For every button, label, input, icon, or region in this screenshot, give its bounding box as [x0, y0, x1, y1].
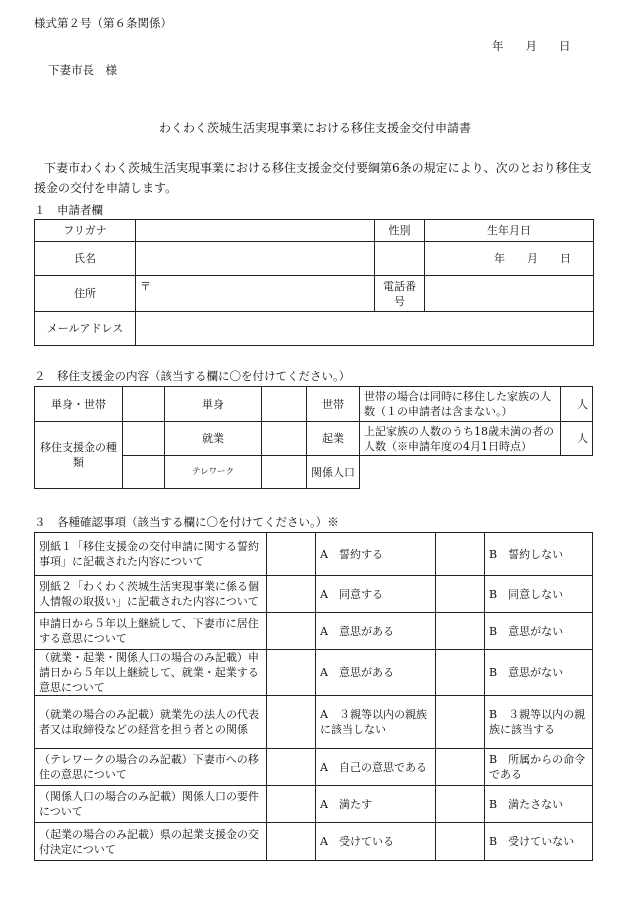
household-count-field[interactable]	[561, 387, 593, 422]
minors-count-note: 上記家族の人数のうち18歳未満の者の人数（※申請年度の4月1日時点）	[360, 422, 561, 456]
applicant-table	[34, 219, 594, 346]
gender-field[interactable]	[375, 242, 425, 276]
intro-paragraph: 下妻市わくわく茨城生活実現事業における移住支援金交付要綱第6条の規定により、次のとおり移住支援金の交付を申請します。	[34, 161, 592, 195]
date-line	[492, 38, 571, 54]
household-mark-cell[interactable]	[262, 387, 307, 422]
section2-heading: ２ 移住支援金の内容（該当する欄に〇を付けてください。）	[34, 369, 351, 383]
household-label: 世帯	[307, 387, 360, 422]
relation-pop-label: 関係人口	[307, 456, 360, 489]
confirmation-row	[35, 786, 593, 823]
option-b-mark-cell[interactable]	[436, 650, 485, 696]
confirmation-question: （就業の場合のみ記載）就業先の法人の代表者又は取締役などの経営を担う者との関係	[35, 696, 267, 749]
address-field[interactable]	[136, 276, 375, 312]
option-a-mark-cell[interactable]	[267, 533, 316, 576]
confirmation-question: （就業・起業・関係人口の場合のみ記載）申請日から５年以上継続して、就業・起業する意思について	[35, 650, 267, 696]
telework-label: テレワーク	[165, 456, 262, 489]
option-b-mark-cell[interactable]	[436, 696, 485, 749]
employment-mark-cell[interactable]	[123, 422, 165, 456]
gender-label: 性別	[375, 220, 425, 242]
startup-mark-cell[interactable]	[262, 422, 307, 456]
year-label: 年	[492, 39, 504, 53]
option-a-mark-cell[interactable]	[267, 650, 316, 696]
form-number: 様式第２号（第６条関係）	[34, 16, 172, 30]
confirmation-question: 別紙１「移住支援金の交付申請に関する誓約事項」に記載された内容について	[35, 533, 267, 576]
option-b-label: B 意思がない	[485, 650, 593, 696]
option-a-mark-cell[interactable]	[267, 823, 316, 861]
option-a-label: A 意思がある	[316, 613, 436, 650]
option-b-label: B 所属からの命令である	[485, 749, 593, 786]
confirmation-row	[35, 696, 593, 749]
birth-label: 生年月日	[425, 220, 594, 242]
blank-cell	[360, 456, 561, 489]
confirmation-row	[35, 749, 593, 786]
option-a-mark-cell[interactable]	[267, 696, 316, 749]
name-field[interactable]	[136, 242, 375, 276]
option-a-label: A 自己の意思である	[316, 749, 436, 786]
startup-label: 起業	[307, 422, 360, 456]
option-a-label: A 誓約する	[316, 533, 436, 576]
confirmation-question: （関係人口の場合のみ記載）関係人口の要件について	[35, 786, 267, 823]
address-label: 住所	[35, 276, 136, 312]
option-a-mark-cell[interactable]	[267, 749, 316, 786]
option-b-mark-cell[interactable]	[436, 823, 485, 861]
name-label: 氏名	[35, 242, 136, 276]
confirmation-row	[35, 823, 593, 861]
blank-cell-2	[561, 456, 593, 489]
phone-label: 電話番号	[375, 276, 425, 312]
option-a-mark-cell[interactable]	[267, 613, 316, 650]
option-a-mark-cell[interactable]	[267, 576, 316, 613]
minors-count-field[interactable]	[561, 422, 593, 456]
confirmation-question: （起業の場合のみ記載）県の起業支援金の交付決定について	[35, 823, 267, 861]
option-b-label: B 同意しない	[485, 576, 593, 613]
postal-mark: 〒	[140, 280, 151, 293]
confirmation-question: 申請日から５年以上継続して、下妻市に居住する意思について	[35, 613, 267, 650]
furigana-label: フリガナ	[35, 220, 136, 242]
option-b-mark-cell[interactable]	[436, 786, 485, 823]
option-a-label: A 受けている	[316, 823, 436, 861]
birth-date-field[interactable]: 年 月 日	[425, 242, 594, 276]
option-b-label: B ３親等以内の親族に該当する	[485, 696, 593, 749]
option-a-label: A 意思がある	[316, 650, 436, 696]
confirmation-row	[35, 650, 593, 696]
single-mark-cell[interactable]	[123, 387, 165, 422]
option-b-label: B 満たさない	[485, 786, 593, 823]
email-label: メールアドレス	[35, 312, 136, 346]
employment-label: 就業	[165, 422, 262, 456]
telework-mark-cell[interactable]	[123, 456, 165, 489]
single-household-label: 単身・世帯	[35, 387, 123, 422]
email-field[interactable]	[136, 312, 594, 346]
phone-field[interactable]	[425, 276, 594, 312]
household-count-note: 世帯の場合は同時に移住した家族の人数（１の申請者は含まない。）	[360, 387, 561, 422]
section1-heading: １ 申請者欄	[34, 203, 103, 217]
day-label: 日	[559, 39, 571, 53]
confirmation-question: （テレワークの場合のみ記載）下妻市への移住の意思について	[35, 749, 267, 786]
option-b-mark-cell[interactable]	[436, 576, 485, 613]
relation-mark-cell[interactable]	[262, 456, 307, 489]
option-b-mark-cell[interactable]	[436, 613, 485, 650]
section3-heading: ３ 各種確認事項（該当する欄に〇を付けてください。）※	[34, 515, 339, 529]
confirmation-row	[35, 576, 593, 613]
month-label: 月	[525, 39, 537, 53]
document-title: わくわく茨城生活実現事業における移住支援金交付申請書	[158, 121, 471, 135]
option-a-mark-cell[interactable]	[267, 786, 316, 823]
option-b-label: B 意思がない	[485, 613, 593, 650]
confirmation-row	[35, 613, 593, 650]
confirmation-table	[34, 532, 593, 861]
support-content-table	[34, 386, 593, 489]
option-a-label: A 同意する	[316, 576, 436, 613]
persons-unit: 人	[577, 397, 588, 411]
option-b-mark-cell[interactable]	[436, 749, 485, 786]
single-label: 単身	[165, 387, 262, 422]
option-b-label: B 受けていない	[485, 823, 593, 861]
recipient: 下妻市長 様	[48, 63, 117, 77]
option-b-mark-cell[interactable]	[436, 533, 485, 576]
kind-label: 移住支援金の種類	[35, 422, 123, 489]
confirmation-row	[35, 533, 593, 576]
confirmation-question: 別紙２「わくわく茨城生活実現事業に係る個人情報の取扱い」に記載された内容について	[35, 576, 267, 613]
option-a-label: A 満たす	[316, 786, 436, 823]
furigana-field[interactable]	[136, 220, 375, 242]
option-b-label: B 誓約しない	[485, 533, 593, 576]
persons-unit-2: 人	[577, 432, 588, 445]
option-a-label: A ３親等以内の親族に該当しない	[316, 696, 436, 749]
